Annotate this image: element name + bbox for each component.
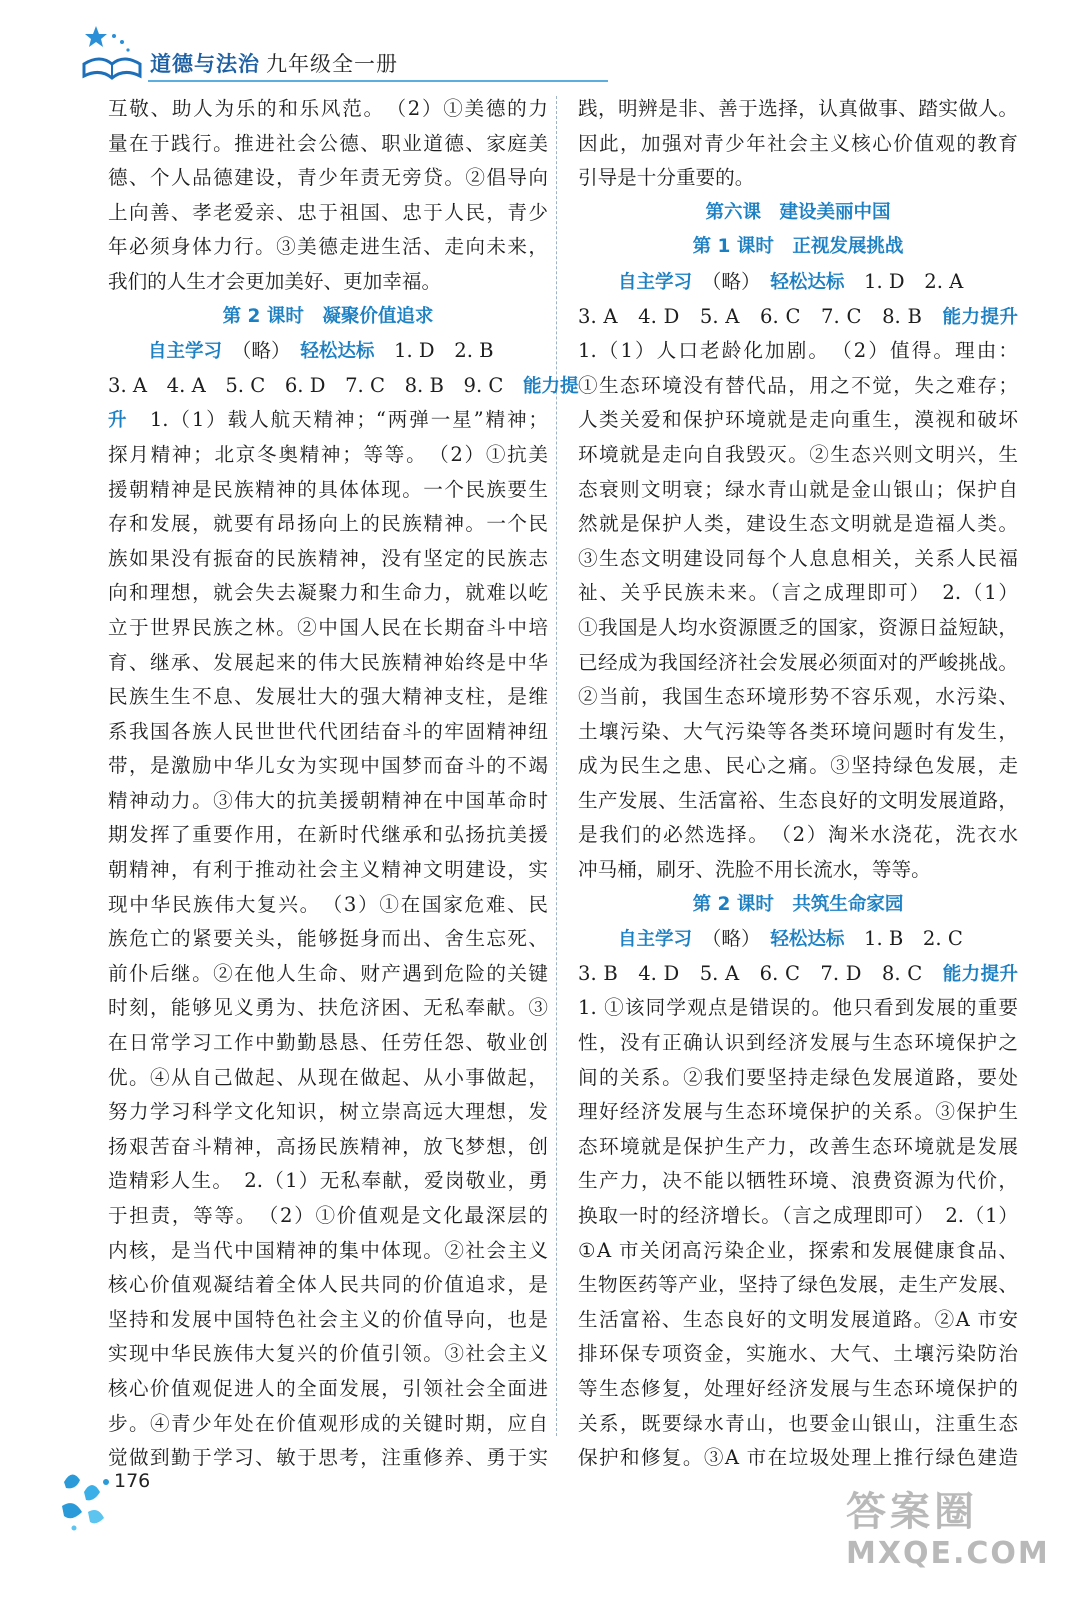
text-line: 理好经济发展与生态环境保护的关系。③保护生	[578, 1100, 1018, 1124]
text-line: 探月精神；北京冬奥精神；等等。 （2）①抗美	[108, 442, 548, 466]
section-label: 轻松达标	[770, 271, 845, 293]
text-line: 生活富裕、生态良好的文明发展道路。②A 市安	[578, 1307, 1018, 1331]
text-line: 上向善、孝老爱亲、忠于祖国、忠于人民，青少	[108, 200, 548, 224]
text-line: 实现中华民族伟大复兴的价值引领。③社会主义	[108, 1342, 548, 1366]
omitted-note: （略）	[241, 339, 281, 363]
section-label: 自主学习	[148, 341, 223, 363]
text-line: 态环境就是保护生产力，改善生态环境就是发展	[578, 1134, 1018, 1158]
text-line: 保护和修复。③A 市在垃圾处理上推行绿色建造	[578, 1446, 1018, 1470]
answer-key: 1. B 2. C	[864, 927, 963, 951]
section-label: 轻松达标	[770, 929, 845, 951]
book-subtitle: 九年级全一册	[266, 52, 398, 76]
text-line: 已经成为我国经济社会发展必须面对的严峻挑战。	[578, 650, 1018, 674]
text-line: 系我国各族人民世世代代团结奋斗的牢固精神纽	[108, 719, 548, 743]
text-line: 在日常学习工作中勤勤恳恳、任劳任怨、敬业创	[108, 1031, 548, 1055]
text-line: 期发挥了重要作用，在新时代继承和弘扬抗美援	[108, 823, 548, 847]
text-line: 精神动力。③伟大的抗美援朝精神在中国革命时	[108, 788, 548, 812]
text-line: 核心价值观凝结着全体人民共同的价值追求，是	[108, 1273, 548, 1297]
text-line: 生物医药等产业，坚持了绿色发展，走生产发展、	[578, 1273, 1018, 1297]
omitted-note: （略）	[711, 927, 751, 951]
section-label: 自主学习	[618, 271, 693, 293]
text-line	[108, 403, 548, 438]
text-line: 关系，既要绿水青山，也要金山银山，注重生态	[578, 1411, 1018, 1435]
omitted-note: （略）	[711, 269, 751, 293]
text-line: 1. ①该同学观点是错误的。他只看到发展的重要	[578, 996, 1018, 1020]
text-line: 等生态修复，处理好经济发展与生态环境保护的	[578, 1376, 1018, 1400]
chapter-heading: 第六课 建设美丽中国	[705, 201, 891, 223]
text-line: 性，没有正确认识到经济发展与生态环境保护之	[578, 1031, 1018, 1055]
text-line: 土壤污染、大气污染等各类环境问题时有发生，	[578, 719, 1018, 743]
text-line: ②当前，我国生态环境形势不容乐观，水污染、	[578, 685, 1018, 709]
lesson-heading: 第 1 课时 正视发展挑战	[692, 236, 904, 258]
text-line: ①A 市关闭高污染企业，探索和发展健康食品、	[578, 1238, 1018, 1262]
text-line: 人类关爱和保护环境就是走向重生，漠视和破坏	[578, 408, 1018, 432]
section-label: 升	[108, 410, 129, 432]
answer-row	[578, 265, 1018, 300]
text-line: 族如果没有振奋的民族精神，没有坚定的民族志	[108, 546, 548, 570]
text-line: 带，是激励中华儿女为实现中国梦而奋斗的不竭	[108, 754, 548, 778]
text-line: 前仆后继。②在他人生命、财产遇到危险的关键	[108, 961, 548, 985]
watermark-line: MXQE.COM	[846, 1536, 1050, 1571]
text-line: 态衰则文明衰；绿水青山就是金山银山；保护自	[578, 477, 1018, 501]
left-column	[108, 92, 579, 1476]
text-line: 朝精神，有利于推动社会主义精神文明建设，实	[108, 858, 548, 882]
section-label: 能力提升	[942, 963, 1018, 985]
text-line: 民族生生不息、发展壮大的强大精神支柱，是维	[108, 685, 548, 709]
text-line: 年必须身体力行。③美德走进生活、走向未来，	[108, 235, 548, 259]
text-line: 量在于践行。推进社会公德、职业道德、家庭美	[108, 131, 548, 155]
text-line: 援朝精神是民族精神的具体体现。一个民族要生	[108, 477, 548, 501]
text-line: 觉做到勤于学习、敏于思考，注重修养、勇于实	[108, 1446, 548, 1470]
text-line: ③生态文明建设同每个人息息相关，关系人民福	[578, 546, 1018, 570]
text-line: 践，明辨是非、善于选择，认真做事、踏实做人。	[578, 97, 1018, 120]
text-line: 我们的人生才会更加美好、更加幸福。	[108, 269, 442, 293]
lesson-heading: 第 2 课时 共筑生命家园	[692, 893, 904, 915]
text-line: 时刻，能够见义勇为、扶危济困、无私奉献。③	[108, 996, 548, 1020]
answer-key: 1. D 2. B	[394, 339, 494, 363]
text-line: 引导是十分重要的。	[578, 166, 755, 190]
text-line: 换取一时的经济增长。（言之成理即可） 2.（1）	[578, 1204, 1018, 1227]
text-line: 育、继承、发展起来的伟大民族精神始终是中华	[108, 650, 548, 674]
text-line: 互敬、助人为乐的和乐风范。 （2）①美德的力	[108, 97, 548, 120]
answer-key: 3. A 4. D 5. A 6. C 7. C 8. B	[578, 304, 922, 328]
answer-row	[578, 922, 1018, 957]
column-divider	[556, 96, 557, 1436]
lesson-heading: 第 2 课时 凝聚价值追求	[222, 305, 434, 327]
book-title: 道德与法治	[150, 52, 260, 76]
text-line: 然就是保护人类，建设生态文明就是造福人类。	[578, 512, 1018, 536]
watermark-line: 答案圈	[846, 1489, 978, 1535]
page-number: 176	[114, 1470, 151, 1492]
text-line: 努力学习科学文化知识，树立崇高远大理想，发	[108, 1100, 548, 1124]
text-line: 生产发展、生活富裕、生态良好的文明发展道路，	[578, 788, 1018, 812]
text-line: 于担责，等等。 （2）①价值观是文化最深层的	[108, 1204, 548, 1227]
header-rule	[148, 80, 608, 82]
text-line: 祉、关乎民族未来。（言之成理即可） 2.（1）	[578, 581, 1018, 605]
text-line: 现中华民族伟大复兴。 （3）①在国家危难、民	[108, 892, 548, 916]
text-span: 1.（1）载人航天精神；“两弹一星”精神；	[149, 408, 548, 432]
text-line: 造精彩人生。 2.（1）无私奉献，爱岗敬业，勇	[108, 1169, 548, 1193]
answer-row	[578, 957, 1018, 992]
answer-key: 3. A 4. A 5. C 6. D 7. C 8. B 9. C	[108, 373, 504, 397]
text-line: 族危亡的紧要关头，能够挺身而出、舍生忘死、	[108, 927, 548, 951]
text-line: 坚持和发展中国特色社会主义的价值导向，也是	[108, 1307, 548, 1331]
watermark	[846, 1488, 1076, 1588]
text-line: 德、个人品德建设，青少年责无旁贷。②倡导向	[108, 166, 548, 190]
page-footer	[58, 1462, 258, 1542]
text-line: ①我国是人均水资源匮乏的国家，资源日益短缺，	[578, 615, 1018, 639]
answer-key: 1. D 2. A	[864, 269, 964, 293]
text-line: 间的关系。②我们要坚持走绿色发展道路，要处	[578, 1065, 1018, 1089]
text-line: 1.（1）人口老龄化加剧。 （2）值得。理由：	[578, 339, 1018, 363]
text-line: 向和理想，就会失去凝聚力和生命力，就难以屹	[108, 581, 548, 605]
answer-key: 3. B 4. D 5. A 6. C 7. D 8. C	[578, 961, 923, 985]
section-label: 能力提升	[942, 306, 1018, 328]
text-line: 成为民生之患、民心之痛。③坚持绿色发展，走	[578, 754, 1018, 778]
text-line: 内核，是当代中国精神的集中体现。②社会主义	[108, 1238, 548, 1262]
section-label: 轻松达标	[300, 341, 375, 363]
text-line: 冲马桶，刷牙、洗脸不用长流水，等等。	[578, 858, 931, 882]
text-line: ①生态环境没有替代品，用之不觉，失之难存；	[578, 373, 1018, 397]
text-line: 存和发展，就要有昂扬向上的民族精神。一个民	[108, 512, 548, 536]
splash-decoration-icon	[58, 1517, 118, 1536]
text-line: 排环保专项资金，实施水、大气、土壤污染防治	[578, 1342, 1018, 1366]
text-line: 优。④从自己做起、从现在做起、从小事做起，	[108, 1065, 548, 1089]
text-line: 立于世界民族之林。②中国人民在长期奋斗中培	[108, 615, 548, 639]
book-star-logo-icon	[76, 24, 148, 86]
page-header	[70, 18, 590, 82]
answer-row	[108, 369, 579, 404]
text-line: 环境就是走向自我毁灭。②生态兴则文明兴，生	[578, 442, 1018, 466]
text-line: 因此，加强对青少年社会主义核心价值观的教育	[578, 131, 1018, 155]
text-line: 扬艰苦奋斗精神，高扬民族精神，放飞梦想，创	[108, 1134, 548, 1158]
answer-row	[578, 300, 1018, 335]
text-line: 步。④青少年处在价值观形成的关键时期，应自	[108, 1411, 548, 1435]
text-line: 核心价值观促进人的全面发展，引领社会全面进	[108, 1376, 548, 1400]
section-label: 能力提	[523, 375, 579, 397]
answer-row	[108, 334, 548, 369]
text-line: 是我们的必然选择。 （2）淘米水浇花，洗衣水	[578, 823, 1018, 847]
text-line: 生产力，决不能以牺牲环境、浪费资源为代价，	[578, 1169, 1018, 1193]
section-label: 自主学习	[618, 929, 693, 951]
right-column	[578, 92, 1018, 1476]
